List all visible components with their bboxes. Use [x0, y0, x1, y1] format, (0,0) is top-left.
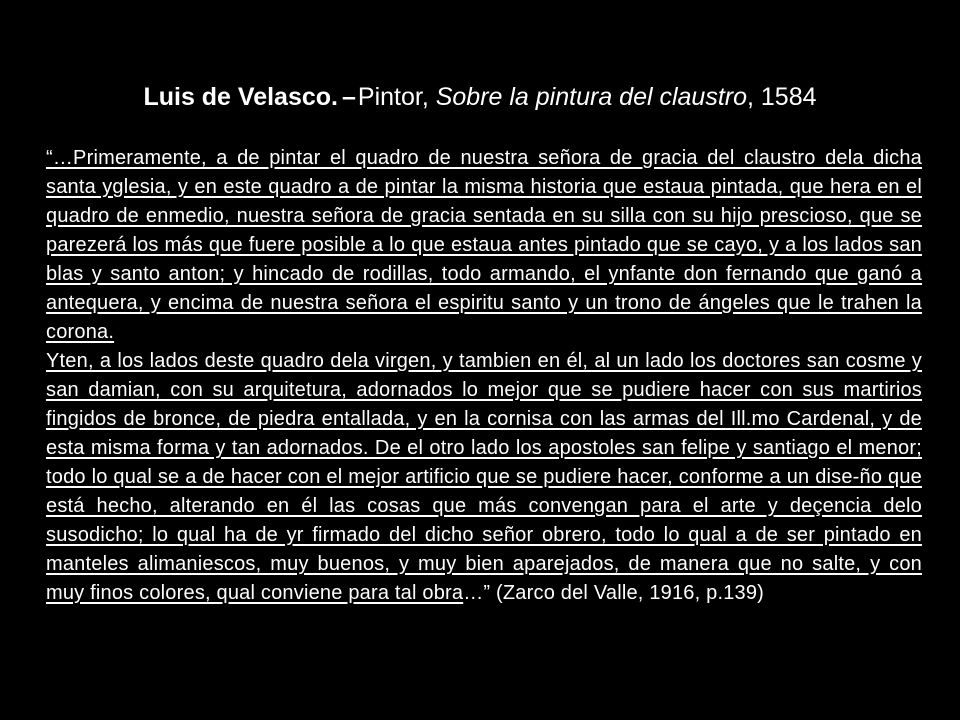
quote-citation: …” (Zarco del Valle, 1916, p.139) — [463, 582, 765, 604]
quote-block — [46, 144, 922, 608]
slide-title — [0, 80, 960, 114]
title-work: Sobre la pintura del claustro — [435, 83, 748, 111]
quote-paragraph-2-text: Yten, a los lados deste quadro dela virgen, y tambien en él, al un lado los doctores san cosme y san damian, con su arquitetura, adornados lo mejor que se pudiere hacer con sus martirios fingidos de bronce, de piedra entallada, y en la cornisa con las armas del Ill.mo Cardenal, y de esta misma forma y tan adornados. De el otro lado los apostoles san felipe y santiago el menor; todo lo qual se a de hacer con el mejor artificio que se pudiere hacer, conforme a un dise-ño que está hecho, alterando en él las cosas que más convengan para el arte y deçencia delo susodicho; lo qual ha de yr firmado del dicho señor obrero, todo lo qual a de ser pintado en manteles alimaniescos, muy buenos, y muy bien aparejados, de manera que no salte, y con muy finos colores, qual conviene para tal obra — [46, 350, 922, 604]
title-role: Pintor, — [357, 83, 436, 111]
title-year: , 1584 — [747, 83, 817, 111]
quote-paragraph-1-text: “…Primeramente, a de pintar el quadro de nuestra señora de gracia del claustro dela dicha santa yglesia, y en este quadro a de pintar la misma historia que estaua pintada, que hera en el quadro de enmedio, nuestra señora de gracia sentada en su silla con su hijo prescioso, que se parezerá los más que fuere posible a lo que estaua antes pintado que se cayo, y a los lados san blas y santo anton; y hincado de rodillas, todo armando, el ynfante don fernando que ganó a antequera, y encima de nuestra señora el espiritu santo y un trono de ángeles que le trahen la corona. — [46, 147, 922, 343]
title-dash: – — [341, 83, 356, 111]
quote-paragraph-1 — [46, 144, 922, 347]
title-author: Luis de Velasco. — [143, 83, 338, 111]
quote-paragraph-2 — [46, 347, 922, 608]
